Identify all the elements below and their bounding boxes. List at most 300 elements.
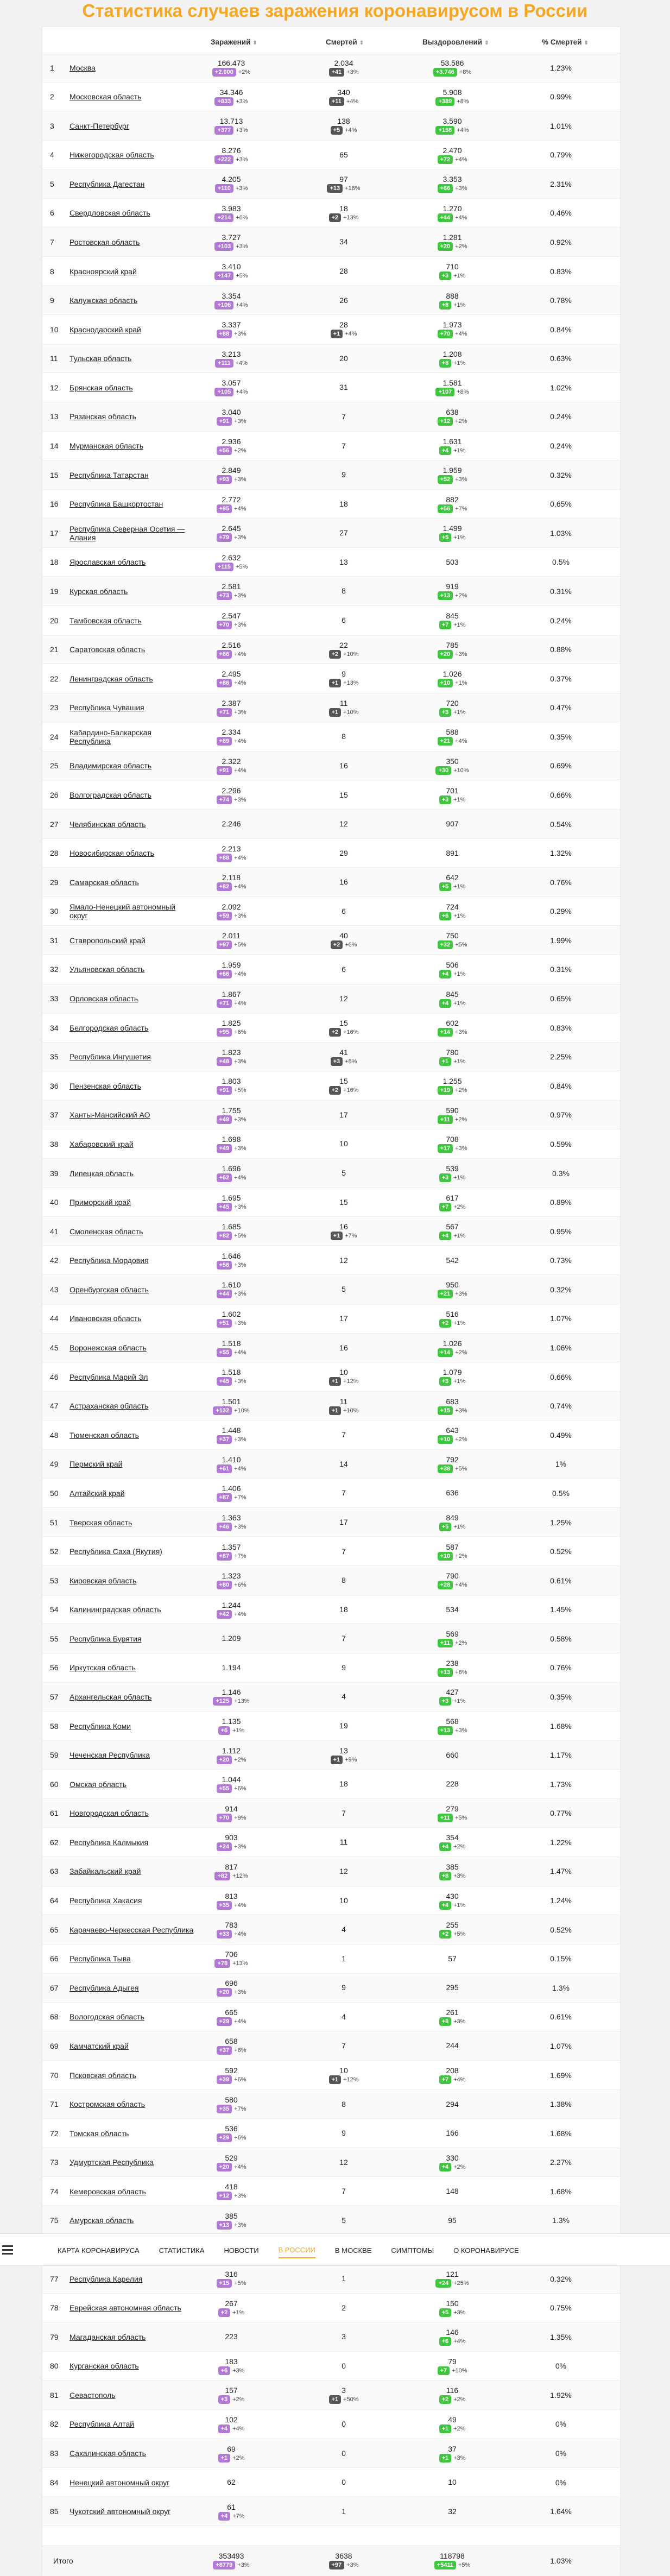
recovered-cell: 503 bbox=[446, 557, 459, 566]
region-link[interactable]: Рязанская область bbox=[69, 412, 136, 421]
region-link[interactable]: Республика Северная Осетия — Алания bbox=[69, 524, 185, 542]
table-row bbox=[42, 1886, 620, 1916]
table-row bbox=[42, 2381, 620, 2410]
death-pct-cell: 1.02% bbox=[550, 383, 572, 392]
death-pct-cell: 0.32% bbox=[550, 470, 572, 479]
deaths-cell: 12 bbox=[339, 2157, 348, 2167]
row-number: 66 bbox=[50, 1954, 59, 1963]
death-pct-cell: 0.49% bbox=[550, 1430, 572, 1439]
region-link[interactable]: Чеченская Республика bbox=[69, 1751, 150, 1760]
death-pct-cell: 0.66% bbox=[550, 1372, 572, 1381]
deaths-cell: 17 bbox=[339, 1110, 348, 1119]
recovered-cell: 121 +24 +25% bbox=[401, 2264, 504, 2293]
death-pct-cell: 0.61% bbox=[550, 1576, 572, 1585]
region-link[interactable]: Орловская область bbox=[69, 994, 138, 1003]
region-link[interactable]: Республика Марий Эл bbox=[69, 1372, 148, 1381]
table-row bbox=[42, 1479, 620, 1508]
cases-cell: 1.194 bbox=[222, 1663, 241, 1672]
region-link[interactable]: Астраханская область bbox=[69, 1401, 149, 1411]
region-link[interactable]: Ярославская область bbox=[69, 558, 146, 567]
death-pct-cell: 1.69% bbox=[550, 2070, 572, 2080]
cases-cell: 529 +20 +4% bbox=[188, 2148, 275, 2177]
deaths-cell: 10 +1 +12% bbox=[298, 2061, 390, 2089]
nav-item[interactable]: КАРТА КОРОНАВИРУСА bbox=[58, 2246, 140, 2255]
table-row bbox=[42, 1043, 620, 1072]
sort-icon[interactable]: ⇕ bbox=[484, 40, 489, 46]
recovered-cell: 166 bbox=[446, 2129, 459, 2138]
region-cell bbox=[69, 722, 194, 751]
region-link[interactable]: Санкт-Петербург bbox=[69, 121, 129, 130]
deaths-cell: 26 bbox=[339, 295, 348, 305]
row-number: 14 bbox=[50, 441, 59, 451]
row-number: 52 bbox=[50, 1547, 59, 1556]
region-link[interactable]: Удмуртская Республика bbox=[69, 2158, 154, 2167]
death-pct-cell: 1.23% bbox=[550, 63, 572, 72]
cases-cell: 316 +15 +5% bbox=[188, 2264, 275, 2293]
region-link[interactable]: Тверская область bbox=[69, 1518, 132, 1527]
row-number: 24 bbox=[50, 732, 59, 741]
recovered-cell: 57 bbox=[448, 1954, 457, 1963]
region-link[interactable]: Республика Чувашия bbox=[69, 703, 144, 712]
region-cell bbox=[69, 402, 194, 431]
region-cell bbox=[69, 2294, 194, 2322]
row-number: 27 bbox=[50, 819, 59, 829]
region-link[interactable]: Кировская область bbox=[69, 1576, 137, 1585]
recovered-cell: 683 +15 +3% bbox=[401, 1392, 504, 1420]
table-row bbox=[42, 2003, 620, 2032]
cases-cell: 2.322 +91 +4% bbox=[188, 752, 275, 780]
table-row bbox=[42, 228, 620, 257]
region-cell bbox=[69, 519, 194, 547]
region-cell bbox=[69, 1420, 194, 1449]
deaths-cell: 7 bbox=[342, 2041, 346, 2050]
region-link[interactable]: Республика Карелия bbox=[69, 2274, 143, 2283]
row-number: 23 bbox=[50, 703, 59, 712]
region-link[interactable]: Московская область bbox=[69, 92, 142, 102]
cases-cell: 914 +70 +9% bbox=[188, 1799, 275, 1828]
region-link[interactable]: Пермский край bbox=[69, 1460, 123, 1469]
death-pct-cell: 0.73% bbox=[550, 1256, 572, 1265]
row-number: 11 bbox=[50, 354, 58, 363]
cases-cell: 1.363 +46 +3% bbox=[188, 1508, 275, 1537]
row-number: 62 bbox=[50, 1838, 59, 1847]
deaths-cell: 18 bbox=[339, 1605, 348, 1614]
row-number: 36 bbox=[50, 1081, 59, 1090]
region-link[interactable]: Карачаево-Черкесская Республика bbox=[69, 1925, 194, 1934]
recovered-cell: 37 +1 +3% bbox=[401, 2439, 504, 2468]
region-cell bbox=[69, 2177, 194, 2206]
row-number: 32 bbox=[50, 965, 59, 974]
row-number: 58 bbox=[50, 1721, 59, 1731]
region-cell bbox=[69, 490, 194, 519]
region-link[interactable]: Мурманская область bbox=[69, 441, 144, 451]
recovered-cell: 261 +8 +3% bbox=[401, 2003, 504, 2031]
row-number: 8 bbox=[50, 267, 54, 276]
death-pct-cell: 1.07% bbox=[550, 2041, 572, 2050]
region-link[interactable]: Псковская область bbox=[69, 2070, 136, 2080]
region-link[interactable]: Республика Адыгея bbox=[69, 1983, 139, 1992]
region-link[interactable]: Калужская область bbox=[69, 296, 138, 305]
region-cell bbox=[69, 83, 194, 111]
region-link[interactable]: Кемеровская область bbox=[69, 2187, 146, 2196]
menu-icon[interactable] bbox=[2, 2243, 13, 2255]
region-cell bbox=[69, 53, 194, 82]
table-row bbox=[42, 635, 620, 665]
recovered-cell: 95 bbox=[448, 2215, 457, 2225]
cases-cell: 3.213 +111 +4% bbox=[188, 344, 275, 373]
region-link[interactable]: Омская область bbox=[69, 1779, 127, 1789]
table-row bbox=[42, 432, 620, 461]
region-link[interactable]: Калининградская область bbox=[69, 1605, 161, 1614]
region-link[interactable]: Ивановская область bbox=[69, 1314, 142, 1323]
region-link[interactable]: Ульяновская область bbox=[69, 965, 145, 974]
nav-item[interactable]: СТАТИСТИКА bbox=[159, 2246, 205, 2255]
region-cell bbox=[69, 257, 194, 286]
row-number: 60 bbox=[50, 1779, 59, 1789]
region-link[interactable]: Приморский край bbox=[69, 1198, 131, 1207]
row-number: 79 bbox=[50, 2332, 59, 2341]
row-number: 4 bbox=[50, 150, 54, 160]
table-row bbox=[42, 402, 620, 432]
recovered-cell: 1.079 +3 +1% bbox=[401, 1362, 504, 1391]
table-header bbox=[42, 27, 620, 53]
death-pct-cell: 1.24% bbox=[550, 1896, 572, 1905]
deaths-cell: 17 bbox=[339, 1314, 348, 1323]
region-link[interactable]: Магаданская область bbox=[69, 2332, 146, 2341]
row-number: 47 bbox=[50, 1401, 59, 1411]
row-number: 73 bbox=[50, 2158, 59, 2167]
nav-item[interactable]: В МОСКВЕ bbox=[334, 2246, 372, 2255]
region-link[interactable]: Пензенская область bbox=[69, 1081, 141, 1090]
cases-cell: 2.495 +86 +4% bbox=[188, 664, 275, 693]
recovered-cell: 294 bbox=[446, 2099, 459, 2108]
table-row bbox=[42, 1566, 620, 1595]
region-link[interactable]: Красноярский край bbox=[69, 267, 137, 276]
region-link[interactable]: Ростовская область bbox=[69, 237, 140, 247]
region-link[interactable]: Челябинская область bbox=[69, 819, 146, 829]
cases-cell: 1.146 +125 +13% bbox=[188, 1682, 275, 1711]
region-link[interactable]: Тюменская область bbox=[69, 1430, 139, 1439]
row-number: 29 bbox=[50, 877, 59, 887]
region-link[interactable]: Волгоградская область bbox=[69, 791, 151, 799]
row-number: 84 bbox=[50, 2478, 59, 2487]
cases-cell: 1.803 +91 +5% bbox=[188, 1071, 275, 1100]
region-link[interactable]: Иркутская область bbox=[69, 1663, 136, 1672]
table-row bbox=[42, 2264, 620, 2294]
region-link[interactable]: Республика Саха (Якутия) bbox=[69, 1547, 162, 1556]
cases-cell: 166.473 +2.000 +2% bbox=[188, 53, 275, 82]
row-number: 72 bbox=[50, 2129, 59, 2138]
nav-item[interactable]: О КОРОНАВИРУСЕ bbox=[453, 2246, 519, 2255]
recovered-cell: 638 +12 +2% bbox=[401, 402, 504, 431]
region-link[interactable]: Вологодская область bbox=[69, 2012, 144, 2022]
death-pct-cell: 0.84% bbox=[550, 1081, 572, 1090]
death-pct-cell: 0.97% bbox=[550, 1110, 572, 1120]
deaths-cell: 31 bbox=[339, 383, 348, 392]
death-pct-cell: 0.69% bbox=[550, 761, 572, 771]
region-link[interactable]: Свердловская область bbox=[69, 209, 150, 218]
region-cell bbox=[69, 2206, 194, 2235]
recovered-cell: 542 bbox=[446, 1255, 459, 1265]
deaths-cell: 7 bbox=[342, 1488, 346, 1498]
table-row bbox=[42, 53, 620, 83]
region-link[interactable]: Республика Бурятия bbox=[69, 1634, 142, 1643]
region-link[interactable]: Брянская область bbox=[69, 383, 133, 392]
recovered-cell: 427 +3 +1% bbox=[401, 1682, 504, 1711]
region-link[interactable]: Ленинградская область bbox=[69, 674, 153, 683]
table-row bbox=[42, 1420, 620, 1450]
cases-cell: 2.011 +97 +5% bbox=[188, 926, 275, 955]
region-link[interactable]: Воронежская область bbox=[69, 1343, 147, 1353]
table-row bbox=[42, 2148, 620, 2177]
cases-cell: 1.135 +6 +1% bbox=[188, 1712, 275, 1740]
table-row bbox=[42, 1013, 620, 1043]
region-link[interactable]: Костромская область bbox=[69, 2100, 146, 2109]
table-row bbox=[42, 344, 620, 374]
region-link[interactable]: Курганская область bbox=[69, 2362, 139, 2371]
cases-cell: 1.695 +45 +3% bbox=[188, 1188, 275, 1217]
total-recovered: 118798 +5411 +5% bbox=[401, 2546, 504, 2575]
region-link[interactable]: Москва bbox=[69, 63, 96, 72]
death-pct-cell: 1.73% bbox=[550, 1779, 572, 1789]
region-cell bbox=[69, 1188, 194, 1217]
cases-cell: 592 +39 +6% bbox=[188, 2061, 275, 2089]
death-pct-cell: 0.79% bbox=[550, 150, 572, 160]
col-header-deaths[interactable]: Смертей ⇕ bbox=[326, 38, 364, 46]
deaths-cell: 11 +1 +10% bbox=[298, 693, 390, 722]
region-link[interactable]: Республика Мордовия bbox=[69, 1256, 149, 1265]
region-cell bbox=[69, 169, 194, 198]
col-header-pct[interactable]: % Смертей ⇕ bbox=[542, 38, 589, 46]
row-number: 43 bbox=[50, 1285, 59, 1294]
deaths-cell: 15 +2 +16% bbox=[298, 1071, 390, 1100]
table-row bbox=[42, 2497, 620, 2527]
death-pct-cell: 0.47% bbox=[550, 703, 572, 712]
death-pct-cell: 0.58% bbox=[550, 1634, 572, 1643]
cases-cell: 1.518 +55 +4% bbox=[188, 1334, 275, 1362]
region-link[interactable]: Забайкальский край bbox=[69, 1867, 141, 1876]
cases-cell: 658 +37 +6% bbox=[188, 2031, 275, 2060]
region-link[interactable]: Сахалинская область bbox=[69, 2449, 146, 2458]
cases-cell: 13.713 +377 +3% bbox=[188, 111, 275, 140]
region-link[interactable]: Смоленская область bbox=[69, 1227, 143, 1236]
region-link[interactable]: Республика Тыва bbox=[69, 1954, 131, 1963]
nav-item[interactable]: В РОССИИ bbox=[279, 2243, 315, 2258]
death-pct-cell: 0.24% bbox=[550, 441, 572, 451]
deaths-cell: 5 bbox=[342, 1285, 346, 1294]
recovered-cell: 1.581 +107 +8% bbox=[401, 373, 504, 402]
recovered-cell: 385 +8 +3% bbox=[401, 1857, 504, 1886]
region-cell bbox=[69, 1392, 194, 1420]
cases-cell: 2.296 +74 +3% bbox=[188, 781, 275, 810]
row-number: 78 bbox=[50, 2303, 59, 2313]
table-row bbox=[42, 519, 620, 548]
death-pct-cell: 0.88% bbox=[550, 645, 572, 654]
cases-cell: 2.645 +79 +3% bbox=[188, 519, 275, 547]
death-pct-cell: 0.24% bbox=[550, 412, 572, 421]
region-link[interactable]: Республика Калмыкия bbox=[69, 1838, 149, 1847]
region-link[interactable]: Республика Коми bbox=[69, 1721, 131, 1731]
col-header-recovered[interactable]: Выздоровлений ⇕ bbox=[422, 38, 489, 46]
recovered-cell: 1.026 +10 +1% bbox=[401, 664, 504, 693]
region-cell bbox=[69, 897, 194, 926]
cases-cell: 1.867 +71 +4% bbox=[188, 984, 275, 1013]
cases-cell: 3.983 +214 +6% bbox=[188, 199, 275, 228]
table-row bbox=[42, 1770, 620, 1799]
region-link[interactable]: Краснодарский край bbox=[69, 325, 141, 334]
region-link[interactable]: Амурская область bbox=[69, 2216, 134, 2225]
row-number: 7 bbox=[50, 237, 54, 247]
region-cell bbox=[69, 664, 194, 693]
death-pct-cell: 0% bbox=[555, 2420, 567, 2429]
death-pct-cell: 0.5% bbox=[552, 1488, 570, 1498]
region-link[interactable]: Чукотский автономный округ bbox=[69, 2507, 171, 2516]
death-pct-cell: 2.27% bbox=[550, 2158, 572, 2167]
table-row bbox=[42, 955, 620, 984]
region-link[interactable]: Республика Хакасия bbox=[69, 1896, 142, 1905]
region-link[interactable]: Камчатский край bbox=[69, 2041, 129, 2050]
recovered-cell: 208 +7 +4% bbox=[401, 2061, 504, 2089]
region-cell bbox=[69, 926, 194, 955]
region-link[interactable]: Республика Алтай bbox=[69, 2420, 135, 2429]
death-pct-cell: 0% bbox=[555, 2362, 567, 2371]
death-pct-cell: 0% bbox=[555, 2449, 567, 2458]
table-row bbox=[42, 111, 620, 141]
region-cell bbox=[69, 548, 194, 577]
table-row bbox=[42, 257, 620, 286]
deaths-cell: 16 +1 +7% bbox=[298, 1217, 390, 1246]
region-cell bbox=[69, 1624, 194, 1653]
region-cell bbox=[69, 1479, 194, 1507]
region-link[interactable]: Нижегородская область bbox=[69, 150, 154, 160]
region-link[interactable]: Республика Татарстан bbox=[69, 470, 149, 479]
row-number: 34 bbox=[50, 1023, 59, 1032]
region-link[interactable]: Ямало-Ненецкий автономный округ bbox=[69, 902, 176, 920]
death-pct-cell: 0.31% bbox=[550, 965, 572, 974]
table-row bbox=[42, 1944, 620, 1974]
region-cell bbox=[69, 286, 194, 315]
recovered-cell: 919 +13 +2% bbox=[401, 577, 504, 605]
region-link[interactable]: Новгородская область bbox=[69, 1809, 149, 1818]
region-cell bbox=[69, 141, 194, 169]
region-link[interactable]: Республика Дагестан bbox=[69, 179, 145, 188]
region-link[interactable]: Ставропольский край bbox=[69, 936, 146, 945]
deaths-cell: 18 +2 +13% bbox=[298, 199, 390, 228]
region-link[interactable]: Владимирская область bbox=[69, 761, 152, 771]
region-link[interactable]: Республика Башкортостан bbox=[69, 500, 163, 509]
deaths-cell: 13 +1 +9% bbox=[298, 1741, 390, 1770]
death-pct-cell: 0.76% bbox=[550, 877, 572, 887]
region-cell bbox=[69, 1857, 194, 1886]
region-link[interactable]: Ханты-Мансийский АО bbox=[69, 1110, 150, 1120]
nav-item[interactable]: НОВОСТИ bbox=[224, 2246, 259, 2255]
table-row bbox=[42, 868, 620, 897]
nav-item[interactable]: СИМПТОМЫ bbox=[391, 2246, 434, 2255]
row-number: 40 bbox=[50, 1198, 59, 1207]
recovered-cell: 295 bbox=[446, 1983, 459, 1992]
region-link[interactable]: Алтайский край bbox=[69, 1488, 125, 1498]
region-link[interactable]: Белгородская область bbox=[69, 1023, 149, 1032]
region-link[interactable]: Оренбургская область bbox=[69, 1285, 149, 1294]
death-pct-cell: 0.74% bbox=[550, 1401, 572, 1411]
row-number: 16 bbox=[50, 500, 59, 509]
recovered-cell: 642 +5 +1% bbox=[401, 868, 504, 896]
cases-cell: 385 +13 +3% bbox=[188, 2206, 275, 2235]
row-number: 63 bbox=[50, 1867, 59, 1876]
table-row bbox=[42, 2468, 620, 2497]
deaths-cell: 5 bbox=[342, 1169, 346, 1178]
death-pct-cell: 0.99% bbox=[550, 92, 572, 102]
region-link[interactable]: Республика Ингушетия bbox=[69, 1052, 151, 1062]
region-link[interactable]: Еврейская автономная область bbox=[69, 2303, 181, 2313]
region-link[interactable]: Архангельская область bbox=[69, 1692, 152, 1701]
region-link[interactable]: Саратовская область bbox=[69, 645, 146, 654]
region-link[interactable]: Липецкая область bbox=[69, 1169, 134, 1178]
row-number: 48 bbox=[50, 1430, 59, 1439]
total-label: Итого bbox=[53, 2556, 73, 2565]
table-row bbox=[42, 606, 620, 635]
deaths-cell: 22 +2 +10% bbox=[298, 635, 390, 664]
region-link[interactable]: Самарская область bbox=[69, 877, 139, 887]
cases-cell: 102 +4 +4% bbox=[188, 2410, 275, 2439]
row-number: 55 bbox=[50, 1634, 59, 1643]
col-header-cases[interactable]: Заражений ⇕ bbox=[211, 38, 257, 46]
region-link[interactable]: Курская область bbox=[69, 586, 128, 596]
row-number: 38 bbox=[50, 1139, 59, 1148]
cases-cell: 223 bbox=[225, 2332, 238, 2341]
table-row bbox=[42, 664, 620, 693]
region-link[interactable]: Севастополь bbox=[69, 2390, 116, 2400]
row-number: 13 bbox=[50, 412, 59, 421]
cases-cell: 696 +20 +3% bbox=[188, 1973, 275, 2002]
deaths-cell: 4 bbox=[342, 1925, 346, 1934]
region-link[interactable]: Томская область bbox=[69, 2129, 129, 2138]
sort-icon[interactable]: ⇕ bbox=[584, 40, 589, 46]
cases-cell: 1.696 +62 +4% bbox=[188, 1159, 275, 1188]
death-pct-cell: 1.22% bbox=[550, 1838, 572, 1847]
region-link[interactable]: Тамбовская область bbox=[69, 616, 142, 625]
region-cell bbox=[69, 839, 194, 868]
region-link[interactable]: Новосибирская область bbox=[69, 849, 154, 858]
death-pct-cell: 1.64% bbox=[550, 2507, 572, 2516]
row-number: 59 bbox=[50, 1751, 59, 1760]
region-cell bbox=[69, 693, 194, 722]
deaths-cell: 2.034 +41 +3% bbox=[298, 53, 390, 82]
region-link[interactable]: Ненецкий автономный округ bbox=[69, 2478, 170, 2487]
cases-cell: 2.516 +86 +4% bbox=[188, 635, 275, 664]
table-row bbox=[42, 1828, 620, 1857]
cases-cell: 1.602 +51 +3% bbox=[188, 1304, 275, 1333]
table-row bbox=[42, 1799, 620, 1828]
recovered-cell: 569 +11 +2% bbox=[401, 1624, 504, 1653]
sort-icon[interactable]: ⇕ bbox=[359, 40, 364, 46]
table-row bbox=[42, 1508, 620, 1537]
table-row bbox=[42, 199, 620, 228]
deaths-cell: 7 bbox=[342, 1634, 346, 1643]
region-link[interactable]: Тульская область bbox=[69, 354, 132, 363]
cases-cell: 2.849 +93 +3% bbox=[188, 460, 275, 489]
row-number: 67 bbox=[50, 1983, 59, 1992]
region-link[interactable]: Кабардино-Балкарская Республика bbox=[69, 728, 152, 746]
region-cell bbox=[69, 984, 194, 1013]
sort-icon[interactable]: ⇕ bbox=[252, 40, 257, 46]
table-row bbox=[42, 83, 620, 112]
table-row bbox=[42, 781, 620, 810]
deaths-cell: 9 +1 +13% bbox=[298, 664, 390, 693]
cases-cell: 418 +12 +3% bbox=[188, 2177, 275, 2206]
region-link[interactable]: Хабаровский край bbox=[69, 1139, 134, 1148]
cases-cell: 1.501 +132 +10% bbox=[188, 1392, 275, 1420]
